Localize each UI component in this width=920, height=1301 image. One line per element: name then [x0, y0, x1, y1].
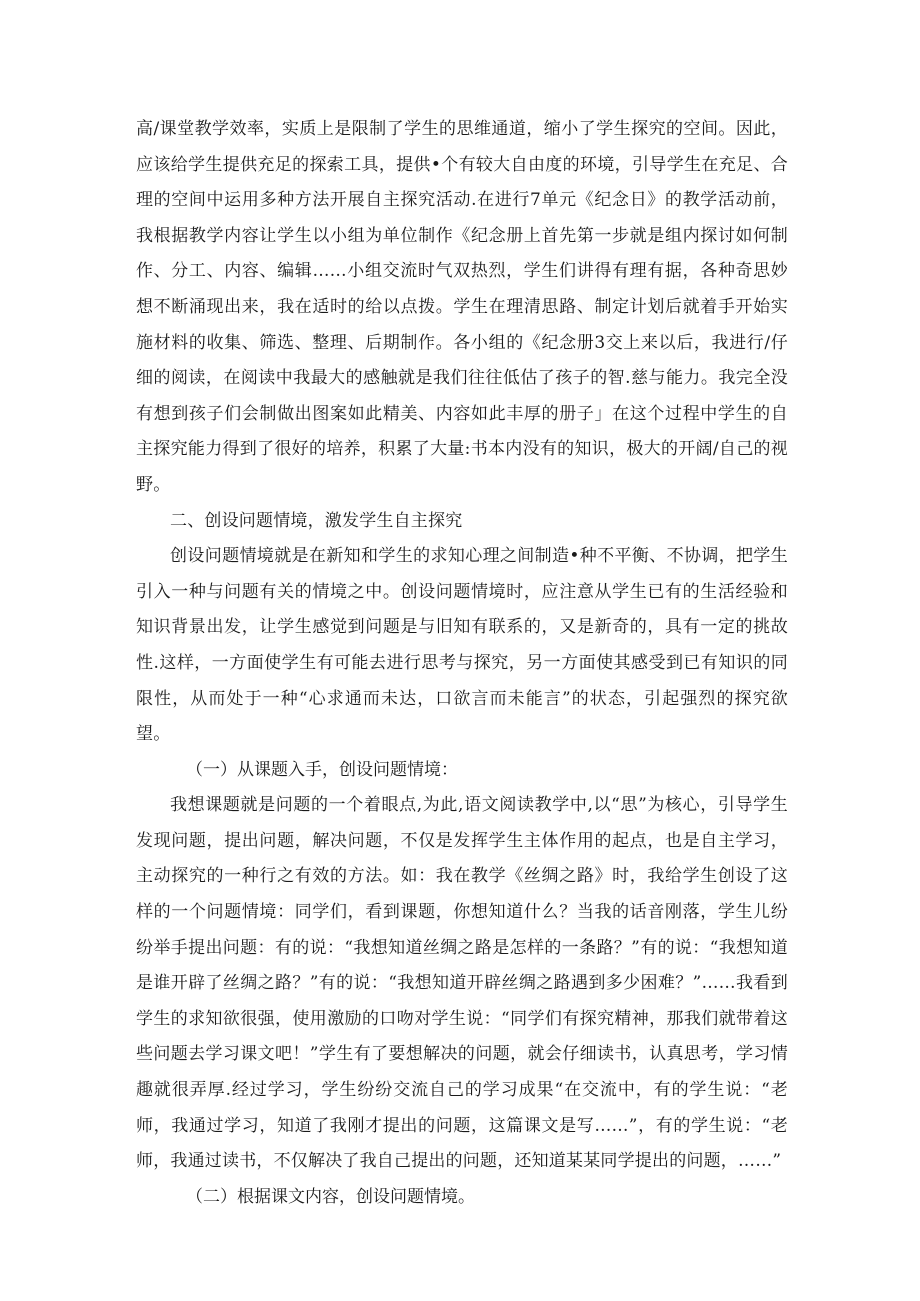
document-body: [136, 112, 788, 1215]
subheading-1: （一）从课题入手，创设问题情境：: [186, 759, 458, 780]
section-heading-2: 二、创设问题情境，激发学生自主探究: [170, 510, 463, 531]
subheading-2: （二）根据课文内容，创设问题情境。: [186, 1186, 475, 1207]
paragraph-problem-situation: 创设问题情境就是在新知和学生的求知心理之间制造•种不平衡、不协调，把学生引入一种与问题有关的情境之中。创设问题情境时，应注意从学生已有的生活经验和知识背景出发，让学生感觉到问题是与旧知有联系的，又是新奇的，具有一定的挑故性.这样，一方面使学生有可能去进行思考与探究，另一方面使其感受到已有知识的同限性，从而处于一种“心求通而未达，口欲言而未能言”的状态，引起强烈的探究欲望。: [136, 546, 788, 745]
paragraph-topic-questions: 我想课题就是问题的一个着眼点,为此,语文阅读教学中,以“思”为核心，引导学生发现问题，提出问题，解决问题，不仅是发挥学生主体作用的起点，也是自主学习，主动探究的一种行之有效的方法。如：我在教学《丝绸之路》时，我给学生创设了这样的一个问题情境：同学们，看到课题，你想知道什么？当我的话音刚落，学生儿纷纷举手提出问题：有的说：“我想知道丝绸之路是怎样的一条路？”有的说：“我想知道是谁开辟了丝绸之路？”有的说：“我想知道开辟丝绸之路遇到多少困难？”……我看到学生的求知欲很强，使用激励的口吻对学生说：“同学们有探究精神，那我们就带着这些问题去学习课文吧！”学生有了要想解决的问题，就会仔细读书，认真思考，学习情趣就很弄厚.经过学习，学生纷纷交流自己的学习成果“在交流中，有的学生说：“老师，我通过学习，知道了我刚才提出的问题，这篇课文是写……”，有的学生说：“老师，我通过读书，不仅解决了我自己提出的问题，还知道某某同学提出的问题，……”: [136, 795, 788, 1172]
paragraph-continuation: 高/课堂教学效率，实质上是限制了学生的思维通道，缩小了学生探究的空间。因此，应该给学生提供充足的探索工具，提供•个有较大自由度的环境，引导学生在充足、合理的空间中运用多种方法开展自主探究活动.在进行7单元《纪念日》的教学活动前，我根据教学内容让学生以小组为单位制作《纪念册上首先第一步就是组内探讨如何制作、分工、内容、编辑……小组交流时气双热烈，学生们讲得有理有据，各种奇思妙想不断涌现出来，我在适时的给以点拨。学生在理清思路、制定计划后就着手开始实施材料的收集、筛选、整理、后期制作。各小组的《纪念册3交上来以后，我进行/仔细的阅读，在阅读中我最大的感触就是我们往往低估了孩子的智.慈与能力。我完全没有想到孩子们会制做出图案如此精美、内容如此丰厚的册子」在这个过程中学生的自主探究能力得到了很好的培养，积累了大量:书本内没有的知识，极大的开阔/自己的视野。: [136, 119, 788, 495]
